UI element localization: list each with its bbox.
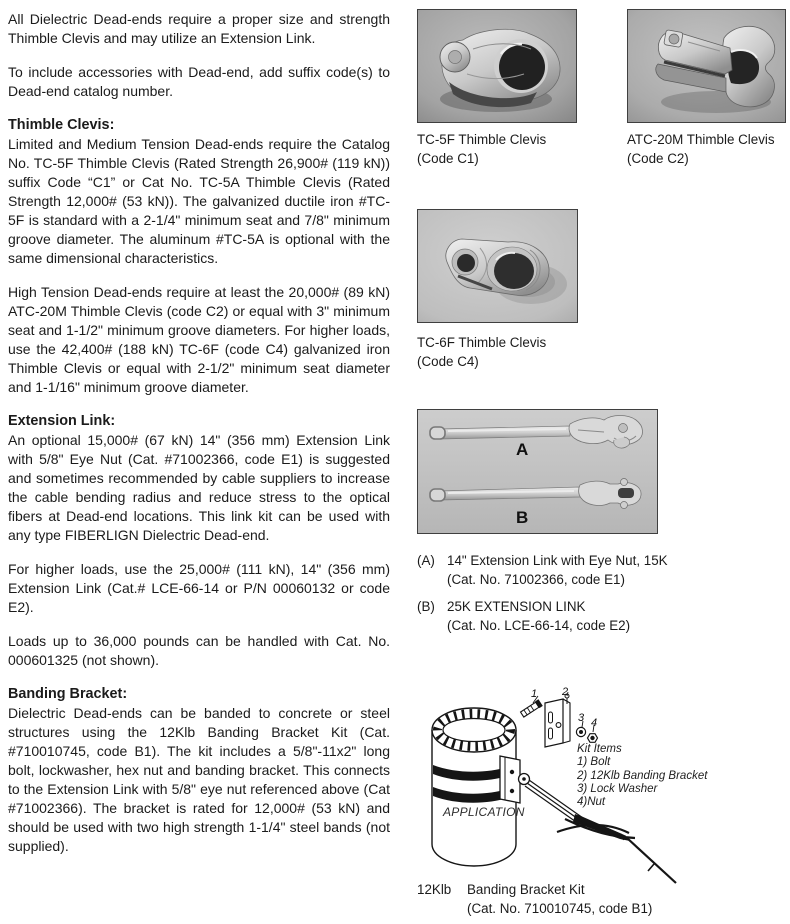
thimble-clevis-paragraph-1: Limited and Medium Tension Dead-ends require the Catalog No. TC-5F Thimble Clevis (Rated Strength 26,900# (119 kN)) suffix Code “C1” or Cat No. TC-5A Thimble Clevis (Rated Strength 12,000# (53 kN)). The galvanized ductile iron #TC-5F is standard with a 2-1/4" minimum seat and 7/8" minimum groove diameter. The aluminum #TC-5A is optional with the same dimensional characteristics. (8, 136, 390, 266)
item-a-line1: 14" Extension Link with Eye Nut, 15K (447, 553, 668, 568)
intro-paragraph-2: To include accessories with Dead-end, add suffix code(s) to Dead-end catalog number. (8, 64, 390, 99)
kit-items-legend (577, 743, 737, 809)
tc5f-caption (417, 131, 546, 168)
application-label: APPLICATION (443, 805, 525, 819)
banding-kit-caption (417, 881, 652, 918)
tc6f-clevis-image (418, 210, 577, 322)
tc6f-caption-name: TC-6F Thimble Clevis (417, 335, 547, 350)
article-text-column (8, 10, 390, 871)
tc5f-caption-code: (Code C1) (417, 150, 479, 166)
item-b-line1: 25K EXTENSION LINK (447, 599, 586, 614)
kit-item-lock-washer: 3) Lock Washer (577, 782, 658, 795)
atc20m-clevis-image (628, 10, 785, 122)
extension-link-label-b: B (516, 508, 529, 527)
thimble-clevis-paragraph-2: High Tension Dead-ends require at least the 20,000# (89 kN) ATC-20M Thimble Clevis (code C2) or equal with 3" minimum seat and 1-1/2" minimum groove diameters. For higher loads, use the 42,400# (188 kN) TC-6F (code C4) galvanized iron Thimble Clevis or equal with 2-1/2" minimum seat diameter and 1-1/16" minimum groove diameter. (8, 284, 390, 395)
tc5f-caption-name: TC-5F Thimble Clevis (417, 132, 547, 147)
extension-link-paragraph-3: Loads up to 36,000 pounds can be handled with Cat. No. 000601325 (not shown). (8, 633, 390, 668)
atc20m-caption-code: (Code C2) (627, 150, 689, 166)
part-number-2: 2 (562, 686, 569, 698)
tc6f-caption (417, 334, 546, 371)
tc6f-caption-code: (Code C4) (417, 353, 479, 369)
part-number-1: 1 (531, 688, 538, 700)
item-a-tag: (A) (417, 553, 435, 568)
tc6f-thimble-clevis-photo (417, 209, 578, 323)
kit-item-bolt: 1) Bolt (577, 756, 611, 769)
banding-kit-caption-cat: (Cat. No. 710010745, code B1) (467, 900, 653, 916)
extension-link-item-a (417, 551, 668, 589)
extension-links-photo (417, 409, 658, 534)
part-number-4: 4 (591, 717, 598, 729)
item-b-line2: (Cat. No. LCE-66-14, code E2) (447, 618, 631, 633)
extension-link-item-b (417, 597, 630, 635)
extension-link-paragraph-1: An optional 15,000# (67 kN) 14" (356 mm) Extension Link with 5/8" Eye Nut (Cat. #71002366, code E1) is suggested and sometimes recommended by cable suppliers to increase the cable bending radius and reduce stress to the optical fibers at Dead-end locations. This link kit can be used with any type FIBERLIGN Dielectric Dead-end. (8, 432, 390, 543)
part-number-3: 3 (578, 712, 585, 724)
extension-link-paragraph-2: For higher loads, use the 25,000# (111 kN), 14" (356 mm) Extension Link (Cat.# LCE-66-14 or P/N 00060132 or code E2). (8, 561, 390, 615)
intro-paragraph-1: All Dielectric Dead-ends require a proper size and strength Thimble Clevis and may utilize an Extension Link. (8, 11, 390, 46)
kit-items-title: Kit Items (577, 743, 622, 755)
item-a-line2: (Cat. No. 71002366, code E1) (447, 572, 625, 587)
atc20m-thimble-clevis-photo (627, 9, 786, 123)
section-heading-banding-bracket: Banding Bracket: (8, 686, 128, 702)
kit-item-banding-bracket: 2) 12Klb Banding Bracket (577, 769, 708, 782)
item-b-tag: (B) (417, 599, 435, 614)
section-heading-extension-link: Extension Link: (8, 413, 116, 429)
extension-link-label-a: A (516, 440, 529, 459)
kit-item-nut: 4)Nut (577, 796, 606, 809)
tc5f-thimble-clevis-photo (417, 9, 577, 123)
tc5f-clevis-image (418, 10, 576, 122)
extension-links-image (418, 410, 657, 533)
banding-bracket-paragraph-1: Dielectric Dead-ends can be banded to concrete or steel structures using the 12Klb Banding Bracket Kit (Cat. #710010745, code B1). The kit includes a 5/8"-11x2" long bolt, lockwasher, hex nut and banding bracket. This connects to the Extension Link with 5/8" eye nut referenced above (Cat #71002366). The bracket is rated for 12,000# (53 kN) and should be used with two high strength 1-1/4" steel bands (not supplied). (8, 705, 390, 854)
section-heading-thimble-clevis: Thimble Clevis: (8, 117, 115, 133)
banding-kit-caption-name: Banding Bracket Kit (467, 882, 585, 897)
atc20m-caption (627, 131, 775, 168)
banding-kit-caption-code: 12Klb (417, 882, 452, 897)
atc20m-caption-name: ATC-20M Thimble Clevis (627, 132, 775, 147)
